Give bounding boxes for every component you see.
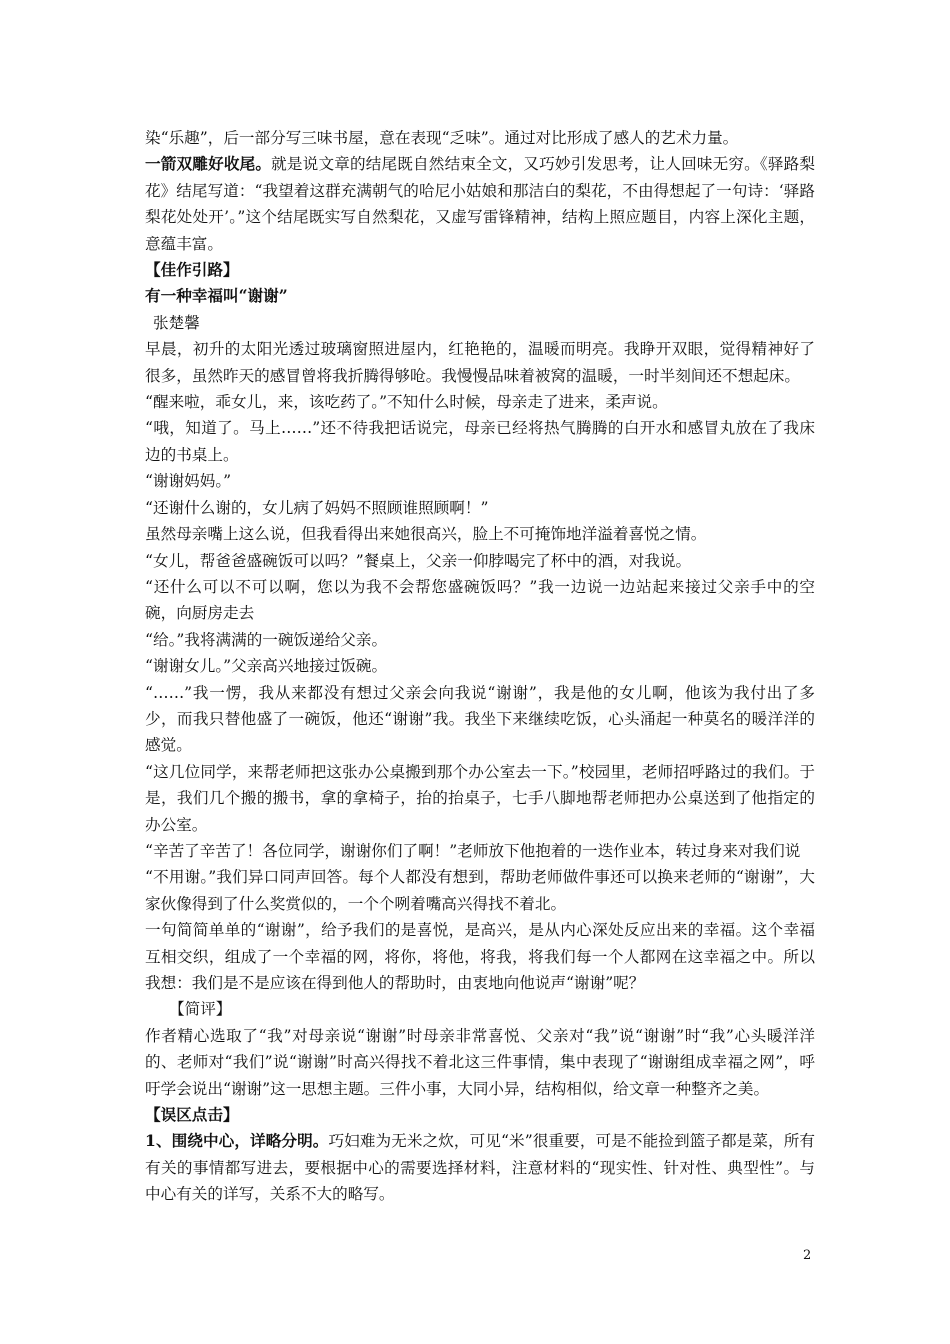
- paragraph: “还谢什么谢的，女儿病了妈妈不照顾谁照顾啊！”: [145, 498, 489, 517]
- paragraph-lead: 1、围绕中心，详略分明。: [145, 1131, 329, 1151]
- essay-title: 有一种幸福叫“谢谢”: [145, 286, 288, 306]
- paragraph: [145, 151, 815, 257]
- paragraph: 作者精心选取了“我”对母亲说“谢谢”时母亲非常喜悦、父亲对“我”说“谢谢”时“我”心头暖洋洋的、老师对“我们”说“谢谢”时高兴得找不着北这三件事情，集中表现了“谢谢组成幸福之网”，呼吁学会说出“谢谢”这一思想主题。三件小事，大同小异，结构相似，给文章一种整齐之美。: [145, 1026, 815, 1098]
- paragraph: “给。”我将满满的一碗饭递给父亲。: [145, 630, 388, 649]
- paragraph-text: 就是说文章的结尾既自然结束全文，又巧妙引发思考，让人回味无穷。《驿路梨花》结尾写道：“我望着这群充满朝气的哈尼小姑娘和那洁白的梨花，不由得想起了一句诗：‘驿路梨花处处开’。”这个结尾既实写自然梨花，又虚写雷锋精神，结构上照应题目，内容上深化主题，意蕴丰富。: [145, 155, 815, 253]
- paragraph: 早晨，初升的太阳光透过玻璃窗照进屋内，红艳艳的，温暖而明亮。我睁开双眼，觉得精神好了很多，虽然昨天的感冒曾将我折腾得够呛。我慢慢品味着被窝的温暖，一时半刻间还不想起床。: [145, 340, 815, 385]
- paragraph: “辛苦了辛苦了！各位同学，谢谢你们了啊！”老师放下他抱着的一迭作业本，转过身来对我们说: [145, 841, 801, 860]
- paragraph: 一句简简单单的“谢谢”，给予我们的是喜悦，是高兴，是从内心深处反应出来的幸福。这个幸福互相交织，组成了一个幸福的网，将你，将他，将我，将我们每一个人都网在这幸福之中。所以我想：我们是不是应该在得到他人的帮助时，由衷地向他说声“谢谢”呢？: [145, 921, 815, 992]
- paragraph: “……”我一愣，我从来都没有想过父亲会向我说“谢谢”，我是他的女儿啊，他该为我付出了多少，而我只替他盛了一碗饭，他还“谢谢”我。我坐下来继续吃饭，心头涌起一种莫名的暖洋洋的感觉。: [145, 683, 815, 755]
- document-body: [145, 125, 815, 1208]
- paragraph: “不用谢。”我们异口同声回答。每个人都没有想到，帮助老师做件事还可以换来老师的“谢谢”，大家伙像得到了什么奖赏似的，一个个咧着嘴高兴得找不着北。: [145, 868, 815, 913]
- paragraph-text: 巧妇难为无米之炊，可见“米”很重要，可是不能捡到篮子都是菜，所有有关的事情都写进去，要根据中心的需要选择材料，注意材料的“现实性、针对性、典型性”。与中心有关的详写，关系不大的略写。: [145, 1132, 815, 1204]
- paragraph: “醒来啦，乖女儿，来，该吃药了。”不知什么时候，母亲走了进来，柔声说。: [145, 393, 668, 412]
- paragraph: “女儿，帮爸爸盛碗饭可以吗？”餐桌上，父亲一仰脖喝完了杯中的酒，对我说。: [145, 551, 692, 570]
- paragraph: 虽然母亲嘴上这么说，但我看得出来她很高兴，脸上不可掩饰地洋溢着喜悦之情。: [145, 525, 707, 544]
- paragraph: “谢谢女儿。”父亲高兴地接过饭碗。: [145, 657, 388, 676]
- paragraph-lead: 一箭双雕好收尾。: [145, 154, 272, 174]
- paragraph: “谢谢妈妈。”: [145, 472, 232, 491]
- paragraph: “这几位同学，来帮老师把这张办公桌搬到那个办公室去一下。”校园里，老师招呼路过的我们。于是，我们几个搬的搬书，拿的拿椅子，抬的抬桌子，七手八脚地帮老师把办公桌送到了他指定的办公室。: [145, 762, 815, 834]
- paragraph: [145, 125, 815, 151]
- section-heading: 【误区点击】: [145, 1105, 239, 1125]
- paragraph: [145, 1128, 815, 1207]
- essay-author: 张楚馨: [153, 313, 200, 332]
- section-heading: 【佳作引路】: [145, 260, 239, 280]
- review-heading: 【简评】: [169, 1000, 232, 1019]
- paragraph: “还什么可以不可以啊，您以为我不会帮您盛碗饭吗？”我一边说一边站起来接过父亲手中的空碗，向厨房走去: [145, 577, 815, 623]
- page-number: 2: [803, 1248, 812, 1263]
- paragraph: “哦，知道了。马上……”还不待我把话说完，母亲已经将热气腾腾的白开水和感冒丸放在了我床边的书桌上。: [145, 419, 815, 464]
- paragraph-text: 染“乐趣”，后一部分写三味书屋，意在表现“乏味”。通过对比形成了感人的艺术力量。: [145, 129, 739, 147]
